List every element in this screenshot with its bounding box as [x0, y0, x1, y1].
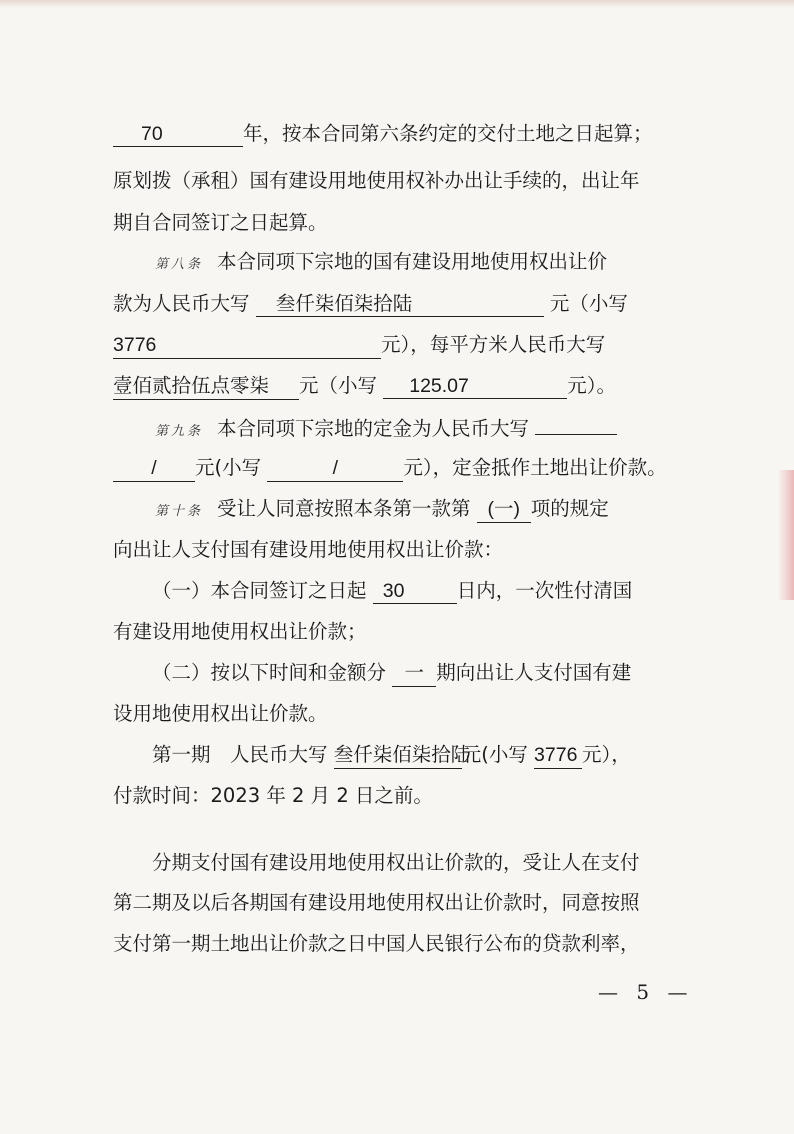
- text: 项的规定: [530, 497, 609, 520]
- text: 日内，一次性付清国: [456, 579, 633, 602]
- option-1-line-2: [113, 612, 693, 652]
- article-8-label: 第八条: [155, 257, 204, 272]
- scan-edge-top: [0, 0, 794, 8]
- unit-price-number-field: 125.07: [383, 373, 567, 399]
- para-line-3: [113, 203, 693, 243]
- article-8-line-4: [113, 366, 693, 406]
- term-years-field: 70: [113, 121, 243, 147]
- option-2-line-2: [113, 694, 693, 734]
- text: 元(小写: [195, 456, 262, 479]
- option-2-line-1: [152, 653, 732, 693]
- price-words-field: 叁仟柒佰柒拾陆: [256, 291, 544, 317]
- para-line-1: [113, 114, 693, 154]
- article-10-line-2: [113, 530, 693, 570]
- text: 设用地使用权出让价款。: [113, 702, 328, 725]
- article-9-line-1: [155, 408, 735, 448]
- text: 本合同项下宗地的国有建设用地使用权出让价: [217, 250, 608, 273]
- article-10-label: 第十条: [155, 504, 204, 519]
- text: 元（小写: [549, 292, 628, 315]
- text: 本合同项下宗地的定金为人民币大写: [217, 417, 530, 440]
- text: 款为人民币大写: [113, 292, 250, 315]
- last-para-line-1: [152, 843, 732, 883]
- option-1-line-1: [152, 571, 732, 611]
- text: 期向出让人支付国有建: [436, 661, 632, 684]
- installment-words-field: 叁仟柒佰柒拾陆: [334, 742, 462, 769]
- text: 原划拨（承租）国有建设用地使用权补办出让手续的，出让年: [113, 169, 640, 192]
- text: 年，按本合同第六条约定的交付土地之日起算；: [243, 122, 653, 145]
- article-8-line-2: [113, 284, 693, 324]
- last-para-line-2: [113, 883, 693, 923]
- text: （二）按以下时间和金额分: [152, 661, 387, 684]
- deposit-words-field-b: /: [113, 455, 195, 482]
- unit-price-words-field: 壹佰贰拾伍点零柒: [113, 373, 299, 400]
- text: （一）本合同签订之日起: [152, 579, 367, 602]
- deposit-words-field-a: [535, 408, 617, 435]
- text: 付款时间：2023 年 2 月 2 日之前。: [113, 784, 433, 807]
- text: 元）。: [567, 374, 616, 397]
- text: 受让人同意按照本条第一款第: [217, 497, 471, 520]
- last-para-line-3: [113, 924, 693, 964]
- article-10-line-1: [155, 489, 735, 529]
- page-number: — 5 —: [598, 980, 694, 1004]
- para-line-2: [113, 161, 693, 201]
- text: 第一期 人民币大写: [152, 743, 328, 766]
- text: 支付第一期土地出让价款之日中国人民银行公布的贷款利率，: [113, 932, 640, 955]
- article-8-line-3: [113, 325, 693, 365]
- article-9-label: 第九条: [155, 424, 204, 439]
- text: 元），定金抵作土地出让价款。: [403, 456, 667, 479]
- installment-number-field: 3776: [534, 742, 582, 769]
- article-9-line-2: [113, 448, 693, 488]
- installment-line-2: [113, 776, 693, 816]
- article-8-line-1: [155, 242, 735, 282]
- text: 元（小写: [299, 374, 378, 397]
- text: 期自合同签订之日起算。: [113, 211, 328, 234]
- payment-item-field: (一): [477, 496, 531, 523]
- text: 元(小写: [461, 743, 528, 766]
- periods-field: 一: [392, 660, 436, 687]
- days-field: 30: [373, 578, 457, 604]
- text: 元），: [582, 743, 631, 766]
- text: 向出让人支付国有建设用地使用权出让价款：: [113, 538, 504, 561]
- scan-edge-seal: [778, 470, 794, 600]
- deposit-number-field: /: [267, 455, 403, 482]
- price-number-field: 3776: [113, 332, 381, 359]
- text: 元），每平方米人民币大写: [381, 333, 606, 356]
- text: 分期支付国有建设用地使用权出让价款的，受让人在支付: [152, 851, 640, 874]
- text: 有建设用地使用权出让价款；: [113, 620, 367, 643]
- installment-line-1: [152, 735, 712, 775]
- text: 第二期及以后各期国有建设用地使用权出让价款时，同意按照: [113, 891, 640, 914]
